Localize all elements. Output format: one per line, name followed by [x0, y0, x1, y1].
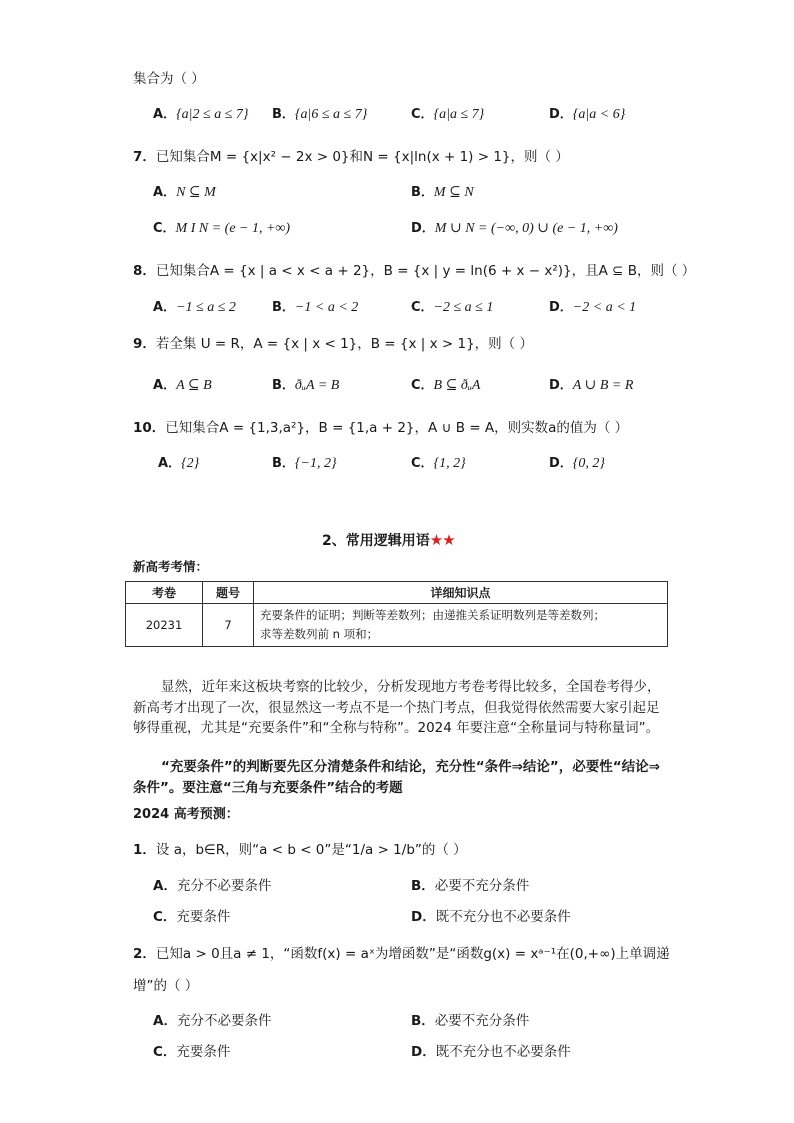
- option-label: C．: [411, 456, 434, 471]
- option-text: 既不充分也不必要条件: [435, 1044, 571, 1060]
- q6-option-b: [272, 103, 367, 123]
- option-label: B．: [272, 300, 295, 315]
- option-math: −1 < a < 2: [294, 300, 359, 315]
- star-rating-icon: ★★: [429, 531, 455, 549]
- question-number: 1．: [133, 842, 156, 858]
- option-label: C．: [153, 221, 176, 236]
- question-stem: 已知集合A = {x | a < x < a + 2}，B = {x | y = ln(6 + x − x²)}，且A ⊆ B，则（ ）: [155, 263, 696, 279]
- option-math: {2}: [181, 456, 200, 471]
- q7-option-d: [411, 217, 618, 237]
- option-math: −2 < a < 1: [572, 300, 637, 315]
- p2-stem-line2: 增”的（ ）: [133, 978, 199, 994]
- p2-option-b: [411, 1009, 529, 1029]
- option-math: M I N = (e − 1, +∞): [175, 221, 291, 236]
- option-label: A．: [153, 107, 177, 122]
- option-math: M ⊆ N: [433, 185, 474, 200]
- table-header: 题号: [203, 582, 254, 604]
- p1-stem-line: [133, 838, 467, 858]
- q9-stem-line: [133, 332, 533, 352]
- option-label: D．: [549, 107, 573, 122]
- option-math: {1, 2}: [433, 456, 466, 471]
- q10-option-c: [411, 452, 466, 472]
- option-math: {a|a ≤ 7}: [433, 107, 485, 122]
- question-number: 8．: [133, 263, 156, 279]
- question-stem: 若全集 U = R，A = {x | x < 1}，B = {x | x > 1}，则（ ）: [155, 336, 533, 352]
- q6-option-c: [411, 103, 484, 123]
- option-label: C．: [411, 300, 434, 315]
- p1-option-a: [153, 874, 271, 894]
- q7-option-c: [153, 217, 290, 237]
- p2-option-a: [153, 1009, 271, 1029]
- option-label: D．: [411, 909, 436, 925]
- exam-table: [125, 581, 668, 647]
- question-number: 7．: [133, 149, 156, 165]
- option-label: B．: [411, 1013, 435, 1029]
- option-label: A．: [153, 878, 177, 894]
- table-header: 详细知识点: [254, 582, 668, 604]
- option-label: D．: [549, 378, 573, 393]
- table-cell-paper: 20231: [126, 604, 203, 647]
- q6-option-a: [153, 103, 248, 123]
- exam-label: 新高考考情：: [133, 559, 209, 574]
- question-stem: 设 a，b∈R，则“a < b < 0”是“1/a > 1/b”的（ ）: [155, 842, 467, 858]
- question-number: 9．: [133, 336, 156, 352]
- q9-option-a: [153, 374, 212, 394]
- option-text: 充分不必要条件: [176, 1013, 272, 1029]
- q8-option-b: [272, 296, 358, 316]
- option-math: {a|a < 6}: [572, 107, 626, 122]
- option-math: {0, 2}: [572, 456, 605, 471]
- analysis-paragraph: 显然，近年来这板块考察的比较少，分析发现地方考卷考得比较多，全国卷考得少，新高考才出现了一次，很显然这一考点不是一个热门考点，但我觉得依然需要大家引起足够得重视，尤其是“充要条件”和“全称与特称”。2024 年要注意“全称量词与特称量词”。: [133, 679, 661, 736]
- option-label: B．: [272, 456, 295, 471]
- option-text: 充要条件: [176, 1044, 231, 1060]
- option-text: 必要不充分条件: [434, 1013, 530, 1029]
- option-label: A．: [153, 1013, 177, 1029]
- q8-stem-line: [133, 259, 695, 279]
- table-cell-number: 7: [203, 604, 254, 647]
- section-title: [322, 530, 455, 550]
- p1-option-d: [411, 905, 571, 925]
- q6-tail: 集合为（ ）: [133, 71, 205, 87]
- option-math: {−1, 2}: [294, 456, 337, 471]
- option-label: C．: [411, 378, 434, 393]
- question-stem: 已知集合A = {1,3,a²}，B = {1,a + 2}，A ∪ B = A，则实数a的值为（ ）: [165, 420, 629, 436]
- question-number: 2．: [133, 946, 156, 962]
- table-cell-detail: [254, 604, 668, 647]
- q7-option-b: [411, 181, 474, 201]
- option-label: D．: [549, 300, 573, 315]
- question-stem: 已知a > 0且a ≠ 1，“函数f(x) = aˣ为增函数”是“函数g(x) = xᵃ⁻¹在(0,+∞)上单调递: [155, 946, 670, 962]
- q10-option-d: [549, 452, 605, 472]
- detail-line: 充要条件的证明；判断等差数列；由递推关系证明数列是等差数列；: [260, 608, 605, 622]
- q9-option-d: [549, 374, 633, 394]
- q9-option-b: [272, 374, 339, 394]
- q6-option-d: [549, 103, 625, 123]
- p2-stem-line: [133, 942, 670, 962]
- option-math: {a|2 ≤ a ≤ 7}: [176, 107, 249, 122]
- option-label: D．: [549, 456, 573, 471]
- p1-option-b: [411, 874, 529, 894]
- option-math: N ⊆ M: [176, 185, 216, 200]
- q8-option-c: [411, 296, 493, 316]
- q10-stem-line: [133, 416, 628, 436]
- q9-option-c: [411, 374, 480, 394]
- q7-option-a: [153, 181, 216, 201]
- option-math: A ⊆ B: [176, 378, 212, 393]
- option-label: A．: [153, 185, 177, 200]
- option-label: B．: [272, 107, 295, 122]
- p2-option-c: [153, 1040, 230, 1060]
- option-label: A．: [153, 378, 177, 393]
- table-header: 考卷: [126, 582, 203, 604]
- q8-option-a: [153, 296, 236, 316]
- q7-stem-line: [133, 145, 569, 165]
- section-title-text: 2、常用逻辑用语: [322, 533, 430, 549]
- question-number: 10．: [133, 420, 166, 436]
- option-math: −2 ≤ a ≤ 1: [433, 300, 494, 315]
- option-label: A．: [153, 300, 177, 315]
- option-text: 充分不必要条件: [176, 878, 272, 894]
- option-text: 必要不充分条件: [434, 878, 530, 894]
- option-math: ðᵤA = B: [294, 378, 340, 393]
- key-point-paragraph: “充要条件”的判断要先区分清楚条件和结论，充分性“条件⇒结论”，必要性“结论⇒条件”。要注意“三角与充要条件”结合的考题: [133, 759, 660, 796]
- option-text: 既不充分也不必要条件: [435, 909, 571, 925]
- table-row: [126, 604, 668, 647]
- option-label: D．: [411, 221, 435, 236]
- prediction-label: 2024 高考预测：: [133, 807, 239, 822]
- p1-option-c: [153, 905, 230, 925]
- option-label: C．: [411, 107, 434, 122]
- option-label: B．: [411, 878, 435, 894]
- option-label: C．: [153, 1044, 177, 1060]
- option-text: 充要条件: [176, 909, 231, 925]
- option-label: B．: [411, 185, 434, 200]
- p2-option-d: [411, 1040, 571, 1060]
- option-label: B．: [272, 378, 295, 393]
- option-label: C．: [153, 909, 177, 925]
- option-math: {a|6 ≤ a ≤ 7}: [294, 107, 368, 122]
- option-math: M ∪ N = (−∞, 0) ∪ (e − 1, +∞): [434, 221, 618, 236]
- q10-option-b: [272, 452, 337, 472]
- option-label: A．: [158, 456, 182, 471]
- q8-option-d: [549, 296, 636, 316]
- detail-line: 求等差数列前 n 项和；: [260, 627, 379, 641]
- q10-option-a: [158, 452, 199, 472]
- option-label: D．: [411, 1044, 436, 1060]
- option-math: B ⊆ ðᵤA: [433, 378, 481, 393]
- option-math: −1 ≤ a ≤ 2: [176, 300, 236, 315]
- table-header-row: [126, 582, 668, 604]
- question-stem: 已知集合M = {x|x² − 2x > 0}和N = {x|ln(x + 1) > 1}，则（ ）: [155, 149, 569, 165]
- option-math: A ∪ B = R: [572, 378, 634, 393]
